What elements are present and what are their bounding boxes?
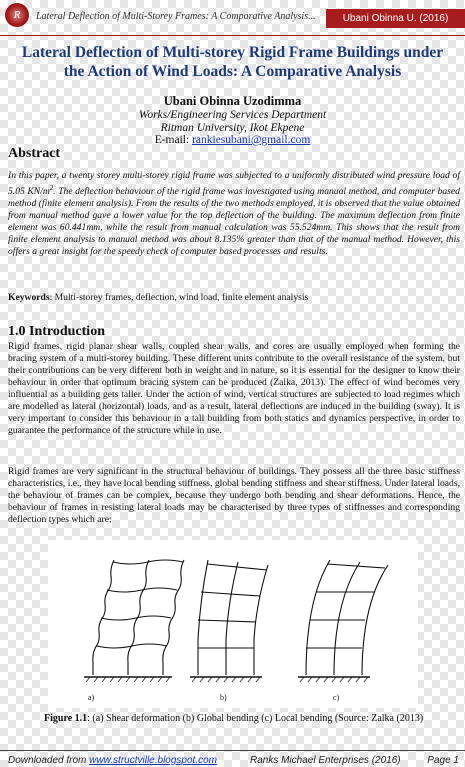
figure-drawing [48,540,418,708]
keywords-list: : Multi-storey frames, deflection, wind load, finite element analysis [49,292,309,303]
frame-c-local-bending [298,560,388,682]
footer-page-number: Page 1 [427,755,459,766]
email-label: E-mail: [154,134,190,146]
author-email-link[interactable]: rankiesubani@gmail.com [192,134,311,146]
author-name: Ubani Obinna Uzodimma [163,94,302,108]
author-institution: Ritman University, Ikot Ekpene [160,122,305,134]
footer-source [8,755,217,766]
author-department: Works/Engineering Services Department [138,109,327,121]
introduction-paragraph-1: Rigid frames, rigid planar shear walls, coupled shear walls, and cores are usually employed when forming the bracing system of a multi-storey building. These different units contribute to the overall resistance of the system, but their contributions can be very different both in weight and in nature, so it is essential for the designer to know their behaviour in order that optimum bracing system can be produced (Zalka, 2013). The effect of wind becomes very influential as a building gets taller. Under the action of wind, vertical structures are subjected to load regimes which are modelled as lateral (horizontal) loads, and as a result, lateral deflections are induced in the building (sway). It is very important to consider this behaviour in a tall building from both statics and dynamics perspective, in order to guarantee the performance of the structure while in use. [8,341,460,436]
frame-a-shear [84,560,184,682]
keywords-label: Keywords [8,292,50,303]
figure-label-c: c) [333,693,340,702]
paper-title-line-2: the Action of Wind Loads: A Comparative Analysis [63,63,402,80]
footer-source-link[interactable]: www.structville.blogspot.com [89,755,217,766]
footer-divider [0,750,465,751]
abstract-heading: Abstract [8,146,61,161]
figure-label-b: b) [220,693,227,702]
keywords-line [8,292,460,304]
author-year-badge: Ubani Obinna U. (2016) [326,9,465,28]
introduction-paragraph-2: Rigid frames are very significant in the structural behaviour of buildings. They possess all the three basic stiffness characteristics, i.e., they have local bending stiffness, global bending stiffness and shear stiffness. Under lateral loads, the behaviour of frames can be complex, because they undergo both bending and shear deformations. Hence, the behaviour of frames in resisting lateral loads may be characterised by three types of stiffnesses and corresponding deflection types which are; [8,466,460,525]
figure-caption-label: Figure 1.1 [44,713,88,724]
footer-downloaded-prefix: Downloaded from [8,755,90,766]
figure-caption [44,712,434,725]
paper-title [10,43,455,81]
figure-frame-deformations [48,540,418,708]
running-header [0,0,465,34]
author-email-line [0,134,465,146]
figure-caption-text: : (a) Shear deformation (b) Global bending (c) Local bending (Source: Zalka (2013) [87,713,424,724]
running-title: Lateral Deflection of Multi-Storey Frames: A Comparative Analysis... [36,11,316,22]
abstract-text-b: . The deflection behaviour of the rigid frame was investigated using manual method, and computer based method (finite element analysis). From the results of the two methods employed, it is observed that the value obtained from manual method gave a lower value for the top deflection of the building. The maximum deflection from finite element was 60.441mm, while the result from manual calculation was 55.524mm. This shows that the result from finite element analysis to manual method was about 8.135% greater than that of the manual method. However, this offers a great insight for the speedy check of computer based processes and results. [8,186,460,258]
footer-publisher: Ranks Michael Enterprises (2016) [250,755,401,766]
abstract-superscript: 2 [49,184,54,192]
section-heading-introduction: 1.0 Introduction [8,324,105,339]
paper-title-line-1: Lateral Deflection of Multi-storey Rigid Frame Buildings under [21,44,444,61]
abstract-text-a: In this paper, a twenty storey multi-storey rigid frame was subjected to a uniformly distributed wind pressure load of 5.05 KN/m [8,170,460,198]
figure-label-a: a) [88,693,95,702]
header-divider [0,35,465,36]
publisher-logo: R [5,3,29,27]
frame-b-global-bending [190,560,268,682]
abstract-text [8,170,460,258]
page-footer [0,750,465,767]
